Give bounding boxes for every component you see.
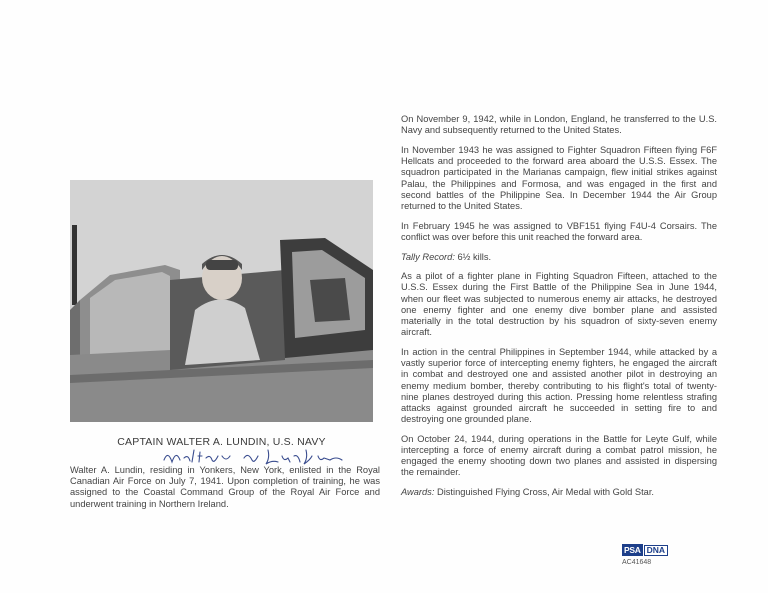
paragraph-central-philippines: In action in the central Philippines in September 1944, while attacked by a vastly superior force of intercepting enemy fighters, he engaged the aircraft in combat and destroyed one and assisted another pilot in destroying an enemy medium bomber, thereby contributing to his flight's total of twenty-nine planes destroyed during this action. Pressing home relentless strafing attacks against grounded aircraft he succeeded in setting fire to and destroying one grounded plane. <box>401 346 717 425</box>
dna-logo: DNA <box>644 545 668 556</box>
awards-value: Distinguished Flying Cross, Air Medal with Gold Star. <box>434 487 655 498</box>
paragraph-fighter-squadron: In November 1943 he was assigned to Fighter Squadron Fifteen flying F6F Hellcats and proceeded to the forward area aboard the U.S.S. Essex. The squadron participated in the Marianas campaign, flew initial strikes against Palau, the Philippines and Formosa, and was engaged in the first and second battles of the Philippine Sea. In December 1944 the Air Group returned to the United States. <box>401 144 717 211</box>
paragraph-leyte-gulf: On October 24, 1944, during operations in the Battle for Leyte Gulf, while intercepting a force of enemy aircraft during a combat patrol mission, he engaged the enemy shooting down two planes and assisted in dispersing the remainder. <box>401 433 717 478</box>
awards-label: Awards: <box>401 487 435 498</box>
pilot-photo <box>70 180 373 422</box>
paragraph-vbf151: In February 1945 he was assigned to VBF151 flying F4U-4 Corsairs. The conflict was over before this unit reached the forward area. <box>401 220 717 242</box>
psa-dna-sticker <box>622 543 667 557</box>
photo-caption: CAPTAIN WALTER A. LUNDIN, U.S. NAVY <box>117 436 326 448</box>
service-record-column <box>401 114 717 507</box>
paragraph-philippine-sea: As a pilot of a fighter plane in Fighting Squadron Fifteen, attached to the U.S.S. Essex during the First Battle of the Philippine Sea in June 1944, when our fleet was subjected to numerous enemy air attacks, he destroyed one enemy fighter and one enemy dive bomber plane and assisted materially in the total destruction by his squadron of sixty-seven enemy aircraft. <box>401 271 717 338</box>
psa-logo: PSA <box>624 545 641 555</box>
authentication-id: AC41648 <box>622 559 652 566</box>
pilot-in-cockpit-photo <box>70 180 373 422</box>
biography-text: Walter A. Lundin, residing in Yonkers, New York, enlisted in the Royal Canadian Air Force on July 7, 1941. Upon completion of training, he was assigned to the Coastal Command Group of the Royal Air Force and underwent training in Northern Ireland. <box>70 465 380 509</box>
paragraph-transfer: On November 9, 1942, while in London, England, he transferred to the U.S. Navy and subsequently returned to the United States. <box>401 114 717 136</box>
tally-record <box>401 252 717 263</box>
tally-value: 6½ kills. <box>454 251 492 262</box>
awards <box>401 487 717 498</box>
tally-label: Tally Record: <box>401 251 455 262</box>
